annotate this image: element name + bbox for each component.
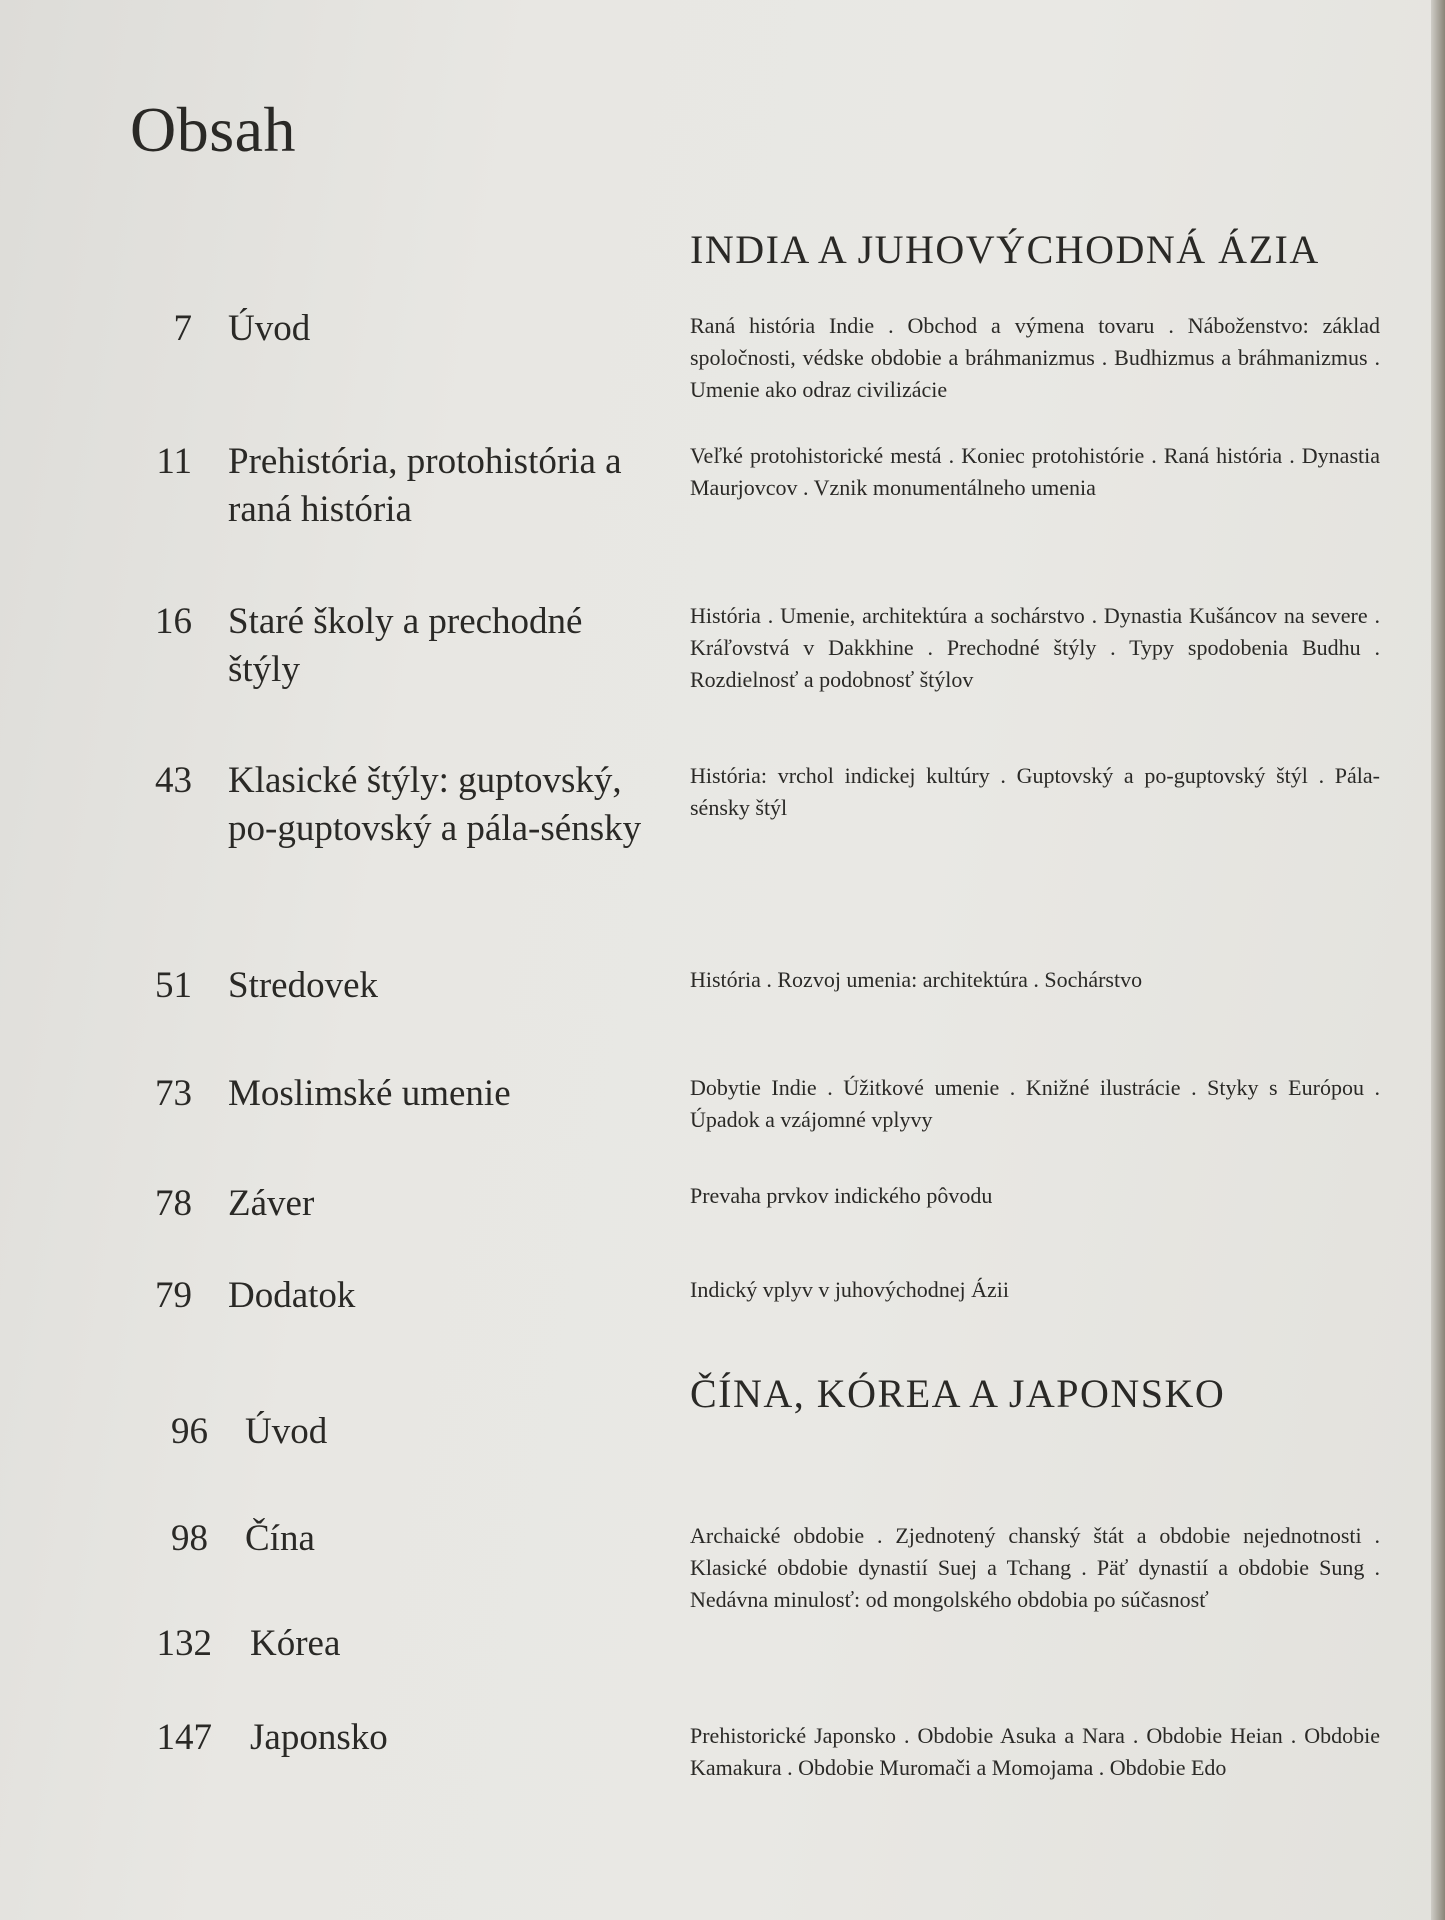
page-number: 132 xyxy=(156,1623,212,1664)
page-number: 78 xyxy=(155,1183,192,1224)
chapter-description: Veľké protohistorické mestá . Koniec protohistórie . Raná história . Dynastia Maurjovcov . Vznik monumentálneho umenia xyxy=(690,443,1380,500)
page-number: 79 xyxy=(155,1275,192,1316)
chapter-description: História . Umenie, architektúra a sochárstvo . Dynastia Kušáncov na severe . Kráľovstvá v Dakkhine . Prechodné štýly . Typy spodobenia Budhu . Rozdielnosť a podobnosť štýlov xyxy=(690,603,1380,692)
chapter-title: Čína xyxy=(245,1518,315,1559)
page-number: 43 xyxy=(155,760,192,801)
chapter-title: Kórea xyxy=(250,1623,341,1664)
section-heading-india: INDIA A JUHOVÝCHODNÁ ÁZIA xyxy=(690,227,1320,272)
page-number: 51 xyxy=(155,965,192,1006)
chapter-description: Raná história Indie . Obchod a výmena tovaru . Náboženstvo: základ spoločnosti, védske obdobie a bráhmanizmus . Budhizmus a bráhmanizmus . Umenie ako odraz civilizácie xyxy=(690,313,1380,402)
chapter-title: Úvod xyxy=(228,308,311,349)
chapter-description: Dobytie Indie . Úžitkové umenie . Knižné ilustrácie . Styky s Európou . Úpadok a vzájomné vplyvy xyxy=(690,1075,1380,1132)
page-number: 98 xyxy=(171,1518,208,1559)
chapter-title: Prehistória, protohistória a raná história xyxy=(228,441,622,530)
page-number: 73 xyxy=(155,1073,192,1114)
page-number: 7 xyxy=(173,308,192,349)
page-number: 11 xyxy=(156,441,192,482)
chapter-title: Staré školy a prechodné štýly xyxy=(228,601,583,690)
page-number: 96 xyxy=(171,1411,208,1452)
page-number: 16 xyxy=(155,601,192,642)
chapter-title: Japonsko xyxy=(250,1717,388,1758)
chapter-description: Prevaha prvkov indického pôvodu xyxy=(690,1183,993,1208)
chapter-title: Záver xyxy=(228,1183,315,1224)
section-heading-cina: ČÍNA, KÓREA A JAPONSKO xyxy=(690,1371,1226,1416)
page-title: Obsah xyxy=(130,94,297,165)
chapter-title: Stredovek xyxy=(228,965,379,1006)
chapter-title: Úvod xyxy=(245,1411,328,1452)
chapter-description: Prehistorické Japonsko . Obdobie Asuka a Nara . Obdobie Heian . Obdobie Kamakura . Obdobie Muromači a Momojama . Obdobie Edo xyxy=(690,1723,1380,1780)
chapter-description: Archaické obdobie . Zjednotený chanský štát a obdobie nejednotnosti . Klasické obdobie dynastií Suej a Tchang . Päť dynastií a obdobie Sung . Nedávna minulosť: od mongolského obdobia po súčasnosť xyxy=(690,1523,1380,1612)
chapter-title: Moslimské umenie xyxy=(228,1073,511,1114)
chapter-title: Klasické štýly: guptovský, po-guptovský a pála-sénsky xyxy=(228,760,642,849)
chapter-description: História: vrchol indickej kultúry . Guptovský a po-guptovský štýl . Pála-sénsky štýl xyxy=(690,763,1380,820)
page-number: 147 xyxy=(156,1717,212,1758)
chapter-title: Dodatok xyxy=(228,1275,356,1316)
chapter-description: História . Rozvoj umenia: architektúra . Sochárstvo xyxy=(690,967,1143,992)
page-edge xyxy=(1431,0,1445,1920)
chapter-description: Indický vplyv v juhovýchodnej Ázii xyxy=(690,1277,1009,1302)
